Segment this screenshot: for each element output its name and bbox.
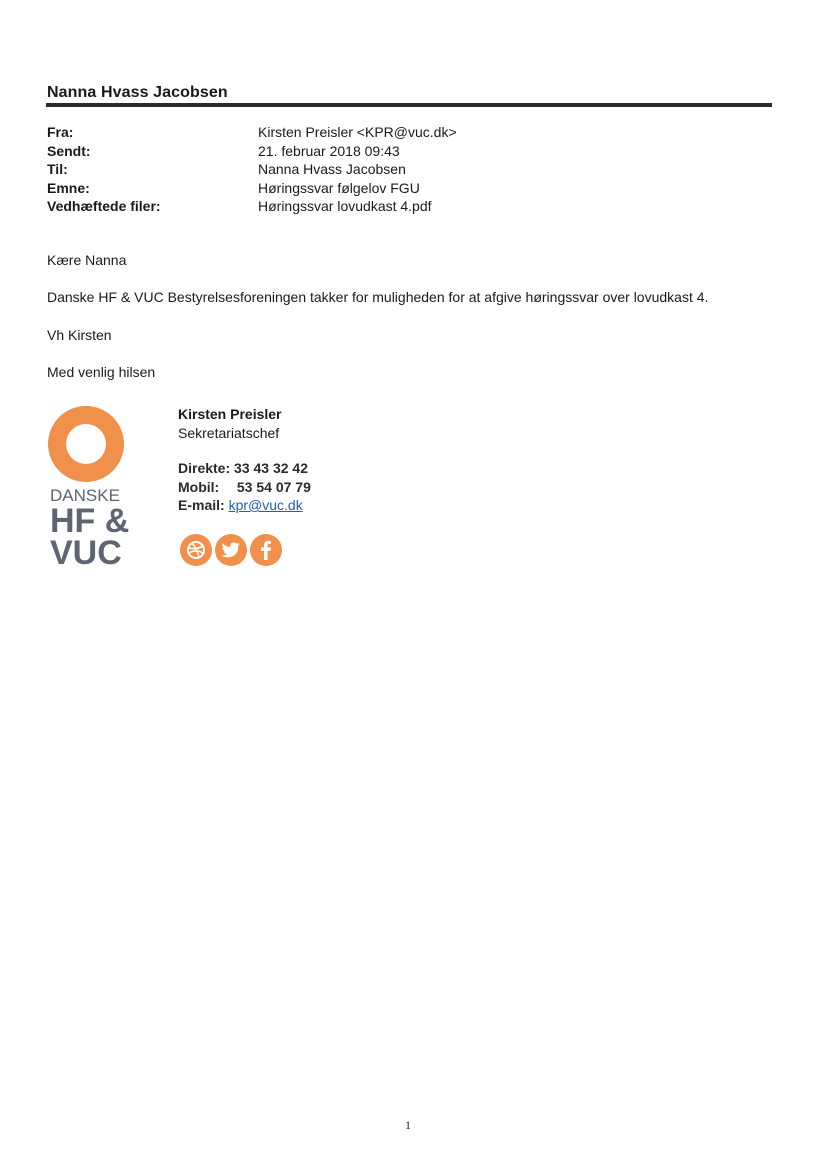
header-value-from: Kirsten Preisler <KPR@vuc.dk> xyxy=(258,124,457,140)
header-divider xyxy=(46,103,772,107)
signature-direct-line xyxy=(178,460,308,476)
email-header-table xyxy=(47,123,457,216)
logo-line-danske: DANSKE xyxy=(50,486,120,505)
header-row-subject xyxy=(47,179,457,198)
signature-title: Sekretariatschef xyxy=(178,425,280,441)
email-link[interactable]: kpr@vuc.dk xyxy=(228,497,303,513)
short-sign-off: Vh Kirsten xyxy=(47,327,112,343)
header-row-sent xyxy=(47,142,457,161)
header-row-attachments xyxy=(47,197,457,216)
facebook-icon[interactable] xyxy=(250,534,282,566)
signature-mobile-line xyxy=(178,479,311,495)
header-value-to: Nanna Hvass Jacobsen xyxy=(258,161,406,177)
social-icons xyxy=(180,534,282,566)
logo-line-vuc: VUC xyxy=(50,534,122,570)
mailbox-owner-name: Nanna Hvass Jacobsen xyxy=(47,84,228,101)
message-text: Danske HF & VUC Bestyrelsesforeningen takker for muligheden for at afgive høringssvar over lovudkast 4. xyxy=(47,289,709,305)
page-number: 1 xyxy=(405,1118,411,1132)
dribbble-icon[interactable] xyxy=(180,534,212,566)
danske-hf-vuc-logo xyxy=(44,404,134,570)
direct-label: Direkte: xyxy=(178,460,231,476)
header-value-subject: Høringssvar følgelov FGU xyxy=(258,179,420,196)
header-label-from: Fra: xyxy=(47,124,74,140)
header-row-from xyxy=(47,123,457,142)
email-label: E-mail: xyxy=(178,497,225,513)
attachment-filename[interactable]: Høringssvar lovudkast 4.pdf xyxy=(258,198,432,214)
twitter-icon[interactable] xyxy=(215,534,247,566)
greeting: Kære Nanna xyxy=(47,252,127,268)
header-value-sent: 21. februar 2018 09:43 xyxy=(258,142,400,159)
direct-phone: 33 43 32 42 xyxy=(234,460,308,476)
header-label-attachments: Vedhæftede filer: xyxy=(47,198,161,214)
header-label-to: Til: xyxy=(47,161,68,177)
header-label-sent: Sendt: xyxy=(47,142,91,159)
signature-name: Kirsten Preisler xyxy=(178,406,282,422)
closing: Med venlig hilsen xyxy=(47,364,156,380)
mobile-label: Mobil: xyxy=(178,479,220,495)
signature-email-line xyxy=(178,497,303,513)
mobile-phone: 53 54 07 79 xyxy=(236,479,311,495)
header-row-to xyxy=(47,160,457,179)
header-label-subject: Emne: xyxy=(47,179,90,196)
logo-line-hf: HF & xyxy=(50,502,130,540)
